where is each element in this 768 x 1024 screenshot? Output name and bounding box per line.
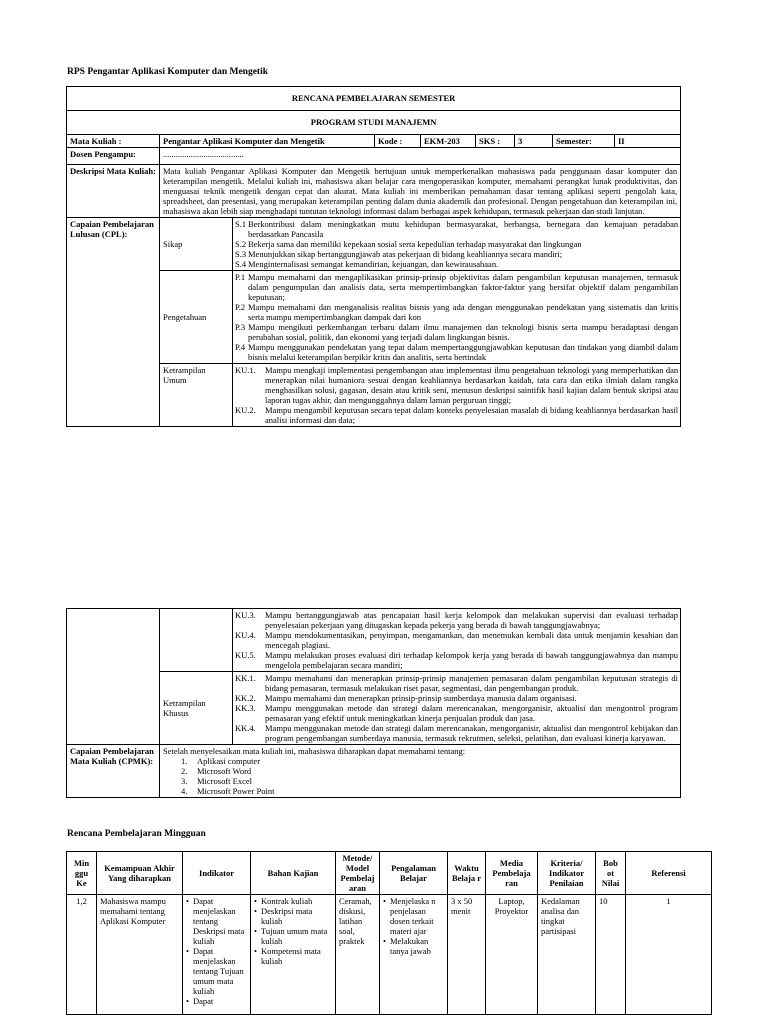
cell-referensi: 1	[626, 895, 712, 1015]
pengetahuan-label: Pengetahuan	[160, 271, 233, 364]
cell-kemampuan: Mahasiswa mampu memahami tentang Aplikasi Komputer	[97, 895, 183, 1015]
col-waktu: Waktu Belaja r	[448, 852, 486, 895]
cell-kriteria: Kedalaman analisa dan tingkat partisipasi	[538, 895, 596, 1015]
header-title-row	[67, 87, 681, 111]
list-item: 4. Microsoft Power Point	[181, 786, 275, 797]
list-item: KU.5. Mampu melakukan proses evaluasi diri terhadap kelompok kerja yang berada di bawah tanggungjawabnya dan mampu mengelola pembelajaran secara mandiri;	[235, 650, 678, 671]
col-referensi: Referensi	[626, 852, 712, 895]
list-item: 2. Microsoft Word	[181, 766, 252, 777]
dosen-row	[67, 148, 681, 165]
dosen-value: ......................................	[160, 148, 681, 165]
deskripsi-label: Deskripsi Mata Kuliah:	[67, 165, 160, 218]
pengetahuan-list	[235, 272, 678, 362]
list-item: KK.2. Mampu memahami dan menerapkan prinsip-prinsip sumberdaya manusia dalam organisasi.	[235, 693, 577, 704]
list-item: • Tujuan umum mata kuliah	[254, 926, 332, 946]
table-row	[67, 895, 712, 1015]
col-bahan: Bahan Kajian	[251, 852, 336, 895]
ku-list-cont	[235, 610, 678, 670]
list-item: KU.4. Mampu mendokumentasikan, penyimpan, mengamankan, dan menemukan kembali data untuk menjamin kesahian dan mencegah plagiasi.	[235, 630, 678, 651]
kode-value: EKM-203	[421, 135, 476, 148]
col-metode: Metode/ Model Pembelaj aran	[336, 852, 380, 895]
sikap-label: Sikap	[160, 218, 233, 271]
list-item: P.3 Mampu mengikuti perkembangan terbaru dalam ilmu manajemen dan teknologi bisnis serta mampu beradaptasi dengan perubahan sosial, politik, dan ekonomi yang terjadi dalam lingkungan bisnis.	[235, 322, 679, 343]
list-item: P.2 Mampu memahami dan menganalisis realitas bisnis yang ada dengan menggunakan pendekatan yang sistematis dan kritis serta mampu mempertimbangkan dampak dari kon	[235, 302, 679, 323]
list-item: S.4 Menginternalisasi semangat kemandirian, kejuangan, dan kewirausahaan.	[235, 259, 499, 270]
cell-bahan	[254, 896, 332, 966]
list-item: 3. Microsoft Excel	[181, 776, 252, 787]
weekly-table	[66, 851, 712, 1015]
semester-label: Semester:	[553, 135, 615, 148]
sks-value: 3	[515, 135, 553, 148]
list-item: KK.3. Mampu menggunakan metode dan strategi dalam merencanakan, mengorganisir, aktualisi dan mengontrol program pemasaran yang efektif untuk meningkatkan kinerja penjualan produk dan jasa.	[235, 703, 678, 724]
kk-list	[235, 673, 678, 743]
cpl-kk-row	[67, 672, 681, 745]
list-item: • Kompetensi mata kuliah	[254, 946, 332, 966]
deskripsi-row	[67, 165, 681, 218]
list-item: • Dapat menjelaskan tentang Tujuan umum mata kuliah	[186, 946, 247, 996]
cpl-ku-cont-row	[67, 609, 681, 672]
cpl-ku-row	[67, 364, 681, 427]
list-item: S.1 Berkontribusi dalam meningkatkan mutu kehidupan bermasyarakat, berbangsa, bernegara dan kemajuan peradaban berdasarkan Pancasila	[235, 219, 679, 240]
cell-bobot: 10	[596, 895, 626, 1015]
semester-value: II	[615, 135, 681, 148]
col-indikator: Indikator	[183, 852, 251, 895]
weekly-header-row	[67, 852, 712, 895]
cpmk-list	[163, 756, 677, 796]
list-item: 1. Aplikasi computer	[181, 756, 261, 767]
document-title: RPS Pengantar Aplikasi Komputer dan Mengetik	[67, 67, 269, 77]
col-kriteria: Kriteria/ Indikator Penilaian	[538, 852, 596, 895]
cell-pengalaman	[383, 896, 444, 956]
col-bobot: Bob ot Nilai	[596, 852, 626, 895]
header-title: RENCANA PEMBELAJARAN SEMESTER	[67, 87, 681, 111]
cpmk-intro: Setelah menyelesaikan mata kuliah ini, mahasiswa diharapkan dapat memahami tentang:	[163, 746, 466, 757]
list-item: KU.1. Mampu mengkaji implementasi pengembangan atau implementasi ilmu pengetahuan teknologi yang memperhatikan dan menerapkan nilai humaniora sesuai dengan keahliannya berdasarkan kaidah, tata cara dan etika ilmiah dalam rangka menghasilkan solusi, gagasan, desain atau kritik seni, menusun deskripsi saintifik hasil kajian dalam bentuk skripsi atau laporan tugas akhir, dan mengunggahnya dalam laman perguruan tinggi;	[235, 365, 679, 406]
deskripsi-value: Mata kuliah Pengantar Aplikasi Komputer dan Mengetik bertujuan untuk memperkenalkan mahasiswa pada penggunaan dasar komputer dan keterampilan mengetik. Melalui kuliah ini, mahasiswa akan belajar cara mengoperasikan komputer, memahami perangkat lunak produktivitas, dan menguasai teknik mengetik dengan cepat dan akurat. Mata kuliah ini memberikan pemahaman dasar tentang aplikasi seperti pengolah kata, spreadsheet, dan presentasi, yang merupakan keterampilan penting dalam dunia akademik dan profesional. Dengan pengetahuan dan keterampilan ini, mahasiswa akan lebih siap menghadapi tuntutan teknologi informasi dalam berbagai aspek kehidupan, termasuk pekerjaan dan studi lanjutan.	[160, 165, 681, 218]
list-item: P.1 Mampu memahami dan mengaplikasikan prinsip-prinsip objektivitas dalam pengambilan keputusan manajemen, termasuk dalam pengumpulan dan analisis data, serta mempertimbangkan faktor-faktor yang bersifat objektif dalam pengambilan keputusan;	[235, 272, 679, 303]
list-item: • Menjelaska n penjelasan dosen terkait materi ajar	[383, 896, 444, 936]
list-item: KK.4. Mampu menggunakan metode dan strategi dalam merencanakan, mengorganisir, aktualisi dan mengontrol kebijakan dan program pengembangan sumberdaya manusia, termasuk rekrutmen, seleksi, pelatihan, dan evaluasi kinerja karyawan.	[235, 723, 678, 744]
list-item: KU.3. Mampu bertanggungjawab atas pencapaian hasil kerja kelompok dan melakukan supervisi dan evaluasi terhadap penyelesaian pekerjaan yang ditugaskan kepada pekerja yang berada di bawah tanggungjawabnya;	[235, 610, 678, 631]
list-item: KK.1. Mampu memahami dan menerapkan prinsip-prinsip manajemen pemasaran dalam pengambilan keputusan strategis di bidang pemasaran, termasuk melakukan riset pasar, segmentasi, dan pengembangan produk.	[235, 673, 678, 694]
mata-kuliah-label: Mata Kuliah :	[67, 135, 160, 148]
col-kemampuan: Kemampuan Akhir Yang diharapkan	[97, 852, 183, 895]
course-info-row	[67, 135, 681, 148]
cell-indikator	[186, 896, 247, 1006]
list-item: • Kontrak kuliah	[254, 896, 332, 906]
cell-minggu: 1,2	[67, 895, 97, 1015]
col-minggu: Min ggu Ke	[67, 852, 97, 895]
header-program-row	[67, 111, 681, 135]
list-item: • Melakukan tanya jawab	[383, 936, 444, 956]
cpl-sikap-row	[67, 218, 681, 271]
list-item: KU.2. Mampu mengambil keputusan secara tepat dalam konteks penyelesaian masalah di bidang keahliannya berdasarkan hasil analisi informasi dan data;	[235, 405, 679, 426]
list-item: S.2 Bekerja sama dan memiliki kepekaan sosial serta kepedulian terhadap masyarakat dan lingkungan	[235, 239, 582, 250]
weekly-title: Rencana Pembelajaran Mingguan	[67, 829, 206, 839]
cpl-label: Capaian Pembelajaran Lulusan (CPL):	[67, 218, 160, 427]
rps-table-part2	[66, 608, 681, 798]
list-item: • Deskripsi mata kuliah	[254, 906, 332, 926]
kk-label: Ketrampilan Khusus	[160, 672, 233, 745]
cpmk-row	[67, 745, 681, 798]
sikap-list	[235, 219, 678, 269]
mata-kuliah-value: Pengantar Aplikasi Komputer dan Mengetik	[160, 135, 375, 148]
list-item: P.4 Mampu menggunakan pendekatan yang tepat dalam mempertanggungjawabkan keputusan dan tindakan yang diambil dalam bisnis melalui keterampilan berpikir kritis dan analitis, serta bertindak	[235, 342, 679, 363]
col-pengalaman: Pengalaman Belajar	[380, 852, 448, 895]
cell-media: Laptop, Proyektor	[486, 895, 538, 1015]
cpmk-label: Capaian Pembelajaran Mata Kuliah (CPMK):	[67, 745, 160, 798]
sks-label: SKS :	[476, 135, 515, 148]
ku-label: Ketrampilan Umum	[160, 364, 233, 427]
list-item: S.3 Menunjukkan sikap bertanggungjawab atas pekerjaan di bidang keahliannya secara mandiri;	[235, 249, 563, 260]
header-program: PROGRAM STUDI MANAJEMN	[67, 111, 681, 135]
list-item: • Dapat menjelaskan tentang Deskripsi mata kuliah	[186, 896, 247, 946]
cpl-pengetahuan-row	[67, 271, 681, 364]
kode-label: Kode :	[375, 135, 421, 148]
col-media: Media Pembelaja ran	[486, 852, 538, 895]
dosen-label: Dosen Pengampu:	[67, 148, 160, 165]
list-item: • Dapat	[186, 996, 247, 1006]
cell-metode: Ceramah, diskusi, latihan soal, praktek	[336, 895, 380, 1015]
cell-waktu: 3 x 50 menit	[448, 895, 486, 1015]
rps-table-part1	[66, 86, 681, 427]
ku-list	[235, 365, 678, 425]
